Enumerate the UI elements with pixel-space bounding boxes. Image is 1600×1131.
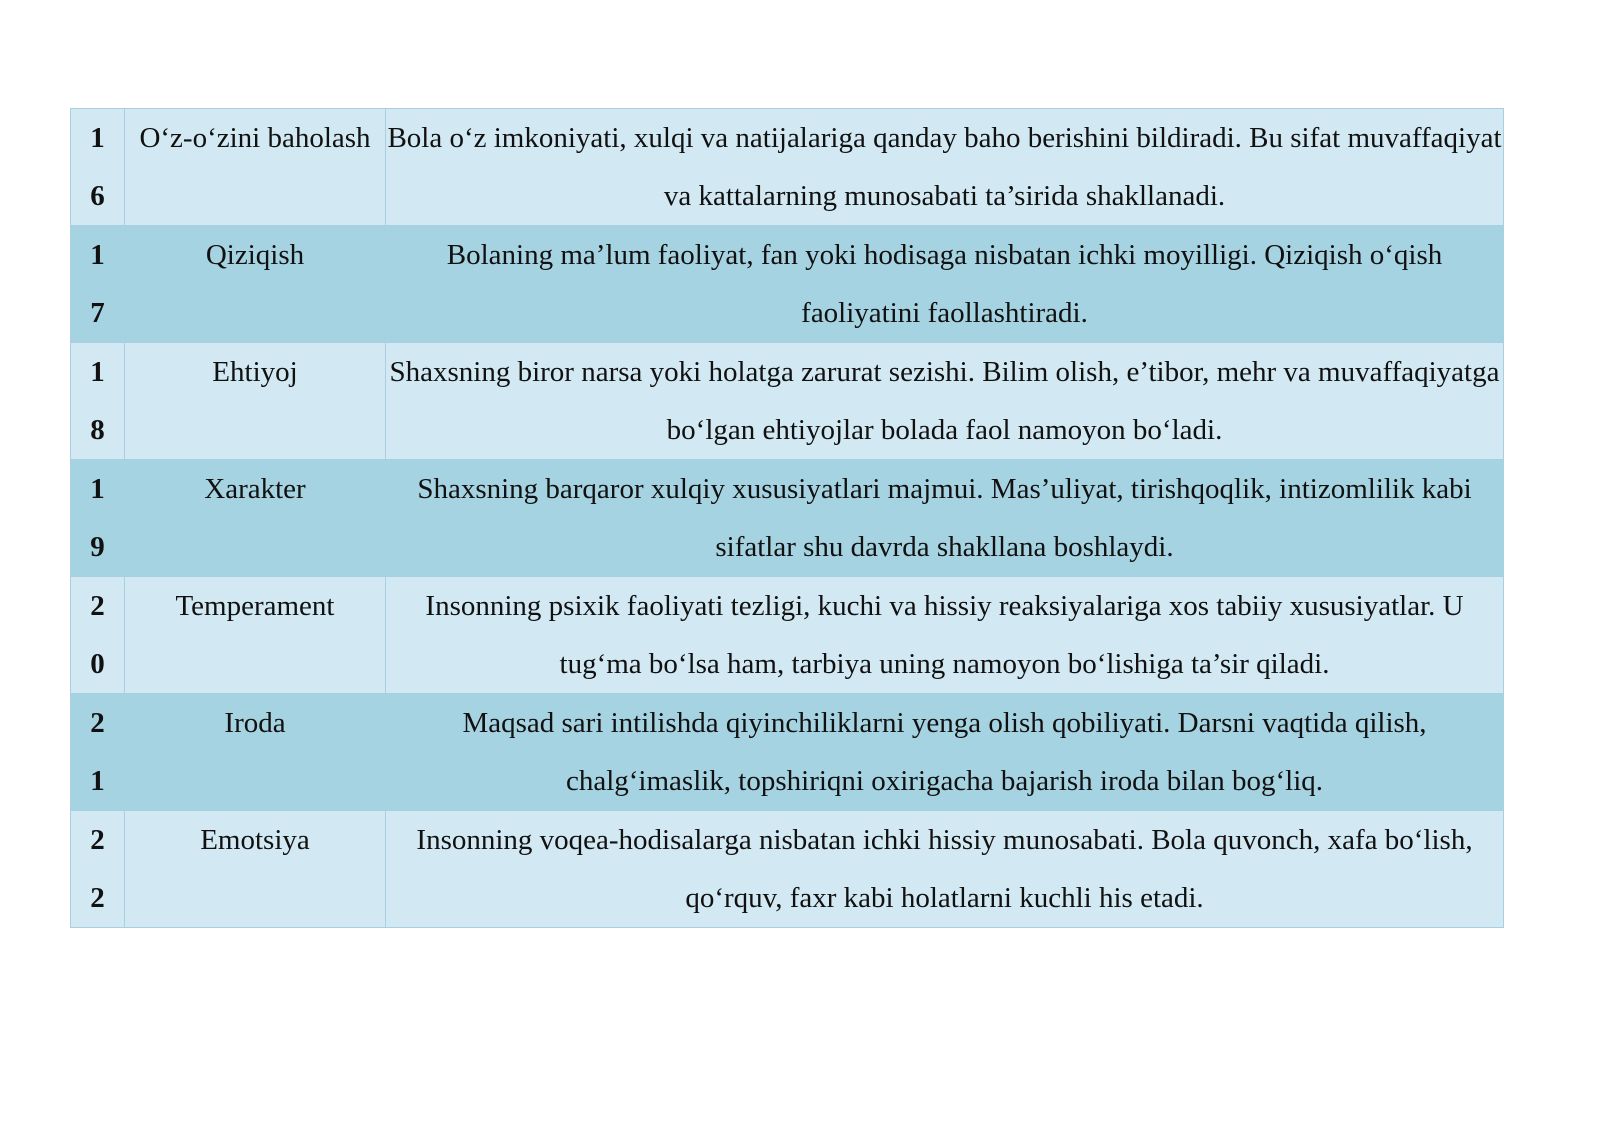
table-row — [71, 694, 1504, 811]
definition-cell: Insonning psixik faoliyati tezligi, kuchi va hissiy reaksiyalariga xos tabiiy xususiyatlar. U tug‘ma bo‘lsa ham, tarbiya uning namoyon bo‘lishiga ta’sir qiladi. — [386, 577, 1504, 694]
row-number: 2 0 — [71, 577, 125, 694]
term-cell: Ehtiyoj — [125, 343, 386, 460]
definition-cell: Bolaning ma’lum faoliyat, fan yoki hodisaga nisbatan ichki moyilligi. Qiziqish o‘qish faoliyatini faollashtiradi. — [386, 226, 1504, 343]
table-row — [71, 577, 1504, 694]
table-row — [71, 109, 1504, 226]
definition-cell: Shaxsning biror narsa yoki holatga zarurat sezishi. Bilim olish, e’tibor, mehr va muvaffaqiyatga bo‘lgan ehtiyojlar bolada faol namoyon bo‘ladi. — [386, 343, 1504, 460]
table-row — [71, 460, 1504, 577]
definition-cell: Shaxsning barqaror xulqiy xususiyatlari majmui. Mas’uliyat, tirishqoqlik, intizomlilik kabi sifatlar shu davrda shakllana boshlaydi. — [386, 460, 1504, 577]
term-cell: Emotsiya — [125, 811, 386, 928]
row-number: 2 1 — [71, 694, 125, 811]
definition-cell: Bola o‘z imkoniyati, xulqi va natijalariga qanday baho berishini bildiradi. Bu sifat muvaffaqiyat va kattalarning munosabati ta’sirida shakllanadi. — [386, 109, 1504, 226]
term-cell: Xarakter — [125, 460, 386, 577]
table-row — [71, 343, 1504, 460]
definition-cell: Maqsad sari intilishda qiyinchiliklarni yenga olish qobiliyati. Darsni vaqtida qilish, chalg‘imaslik, topshiriqni oxirigacha bajarish iroda bilan bog‘liq. — [386, 694, 1504, 811]
row-number: 1 8 — [71, 343, 125, 460]
row-number: 1 7 — [71, 226, 125, 343]
term-cell: O‘z-o‘zini baholash — [125, 109, 386, 226]
term-cell: Temperament — [125, 577, 386, 694]
row-number: 1 9 — [71, 460, 125, 577]
table-row — [71, 226, 1504, 343]
row-number: 2 2 — [71, 811, 125, 928]
term-cell: Iroda — [125, 694, 386, 811]
term-cell: Qiziqish — [125, 226, 386, 343]
terms-table — [70, 108, 1504, 928]
row-number: 1 6 — [71, 109, 125, 226]
definition-cell: Insonning voqea-hodisalarga nisbatan ichki hissiy munosabati. Bola quvonch, xafa bo‘lish, qo‘rquv, faxr kabi holatlarni kuchli his etadi. — [386, 811, 1504, 928]
table-row — [71, 811, 1504, 928]
